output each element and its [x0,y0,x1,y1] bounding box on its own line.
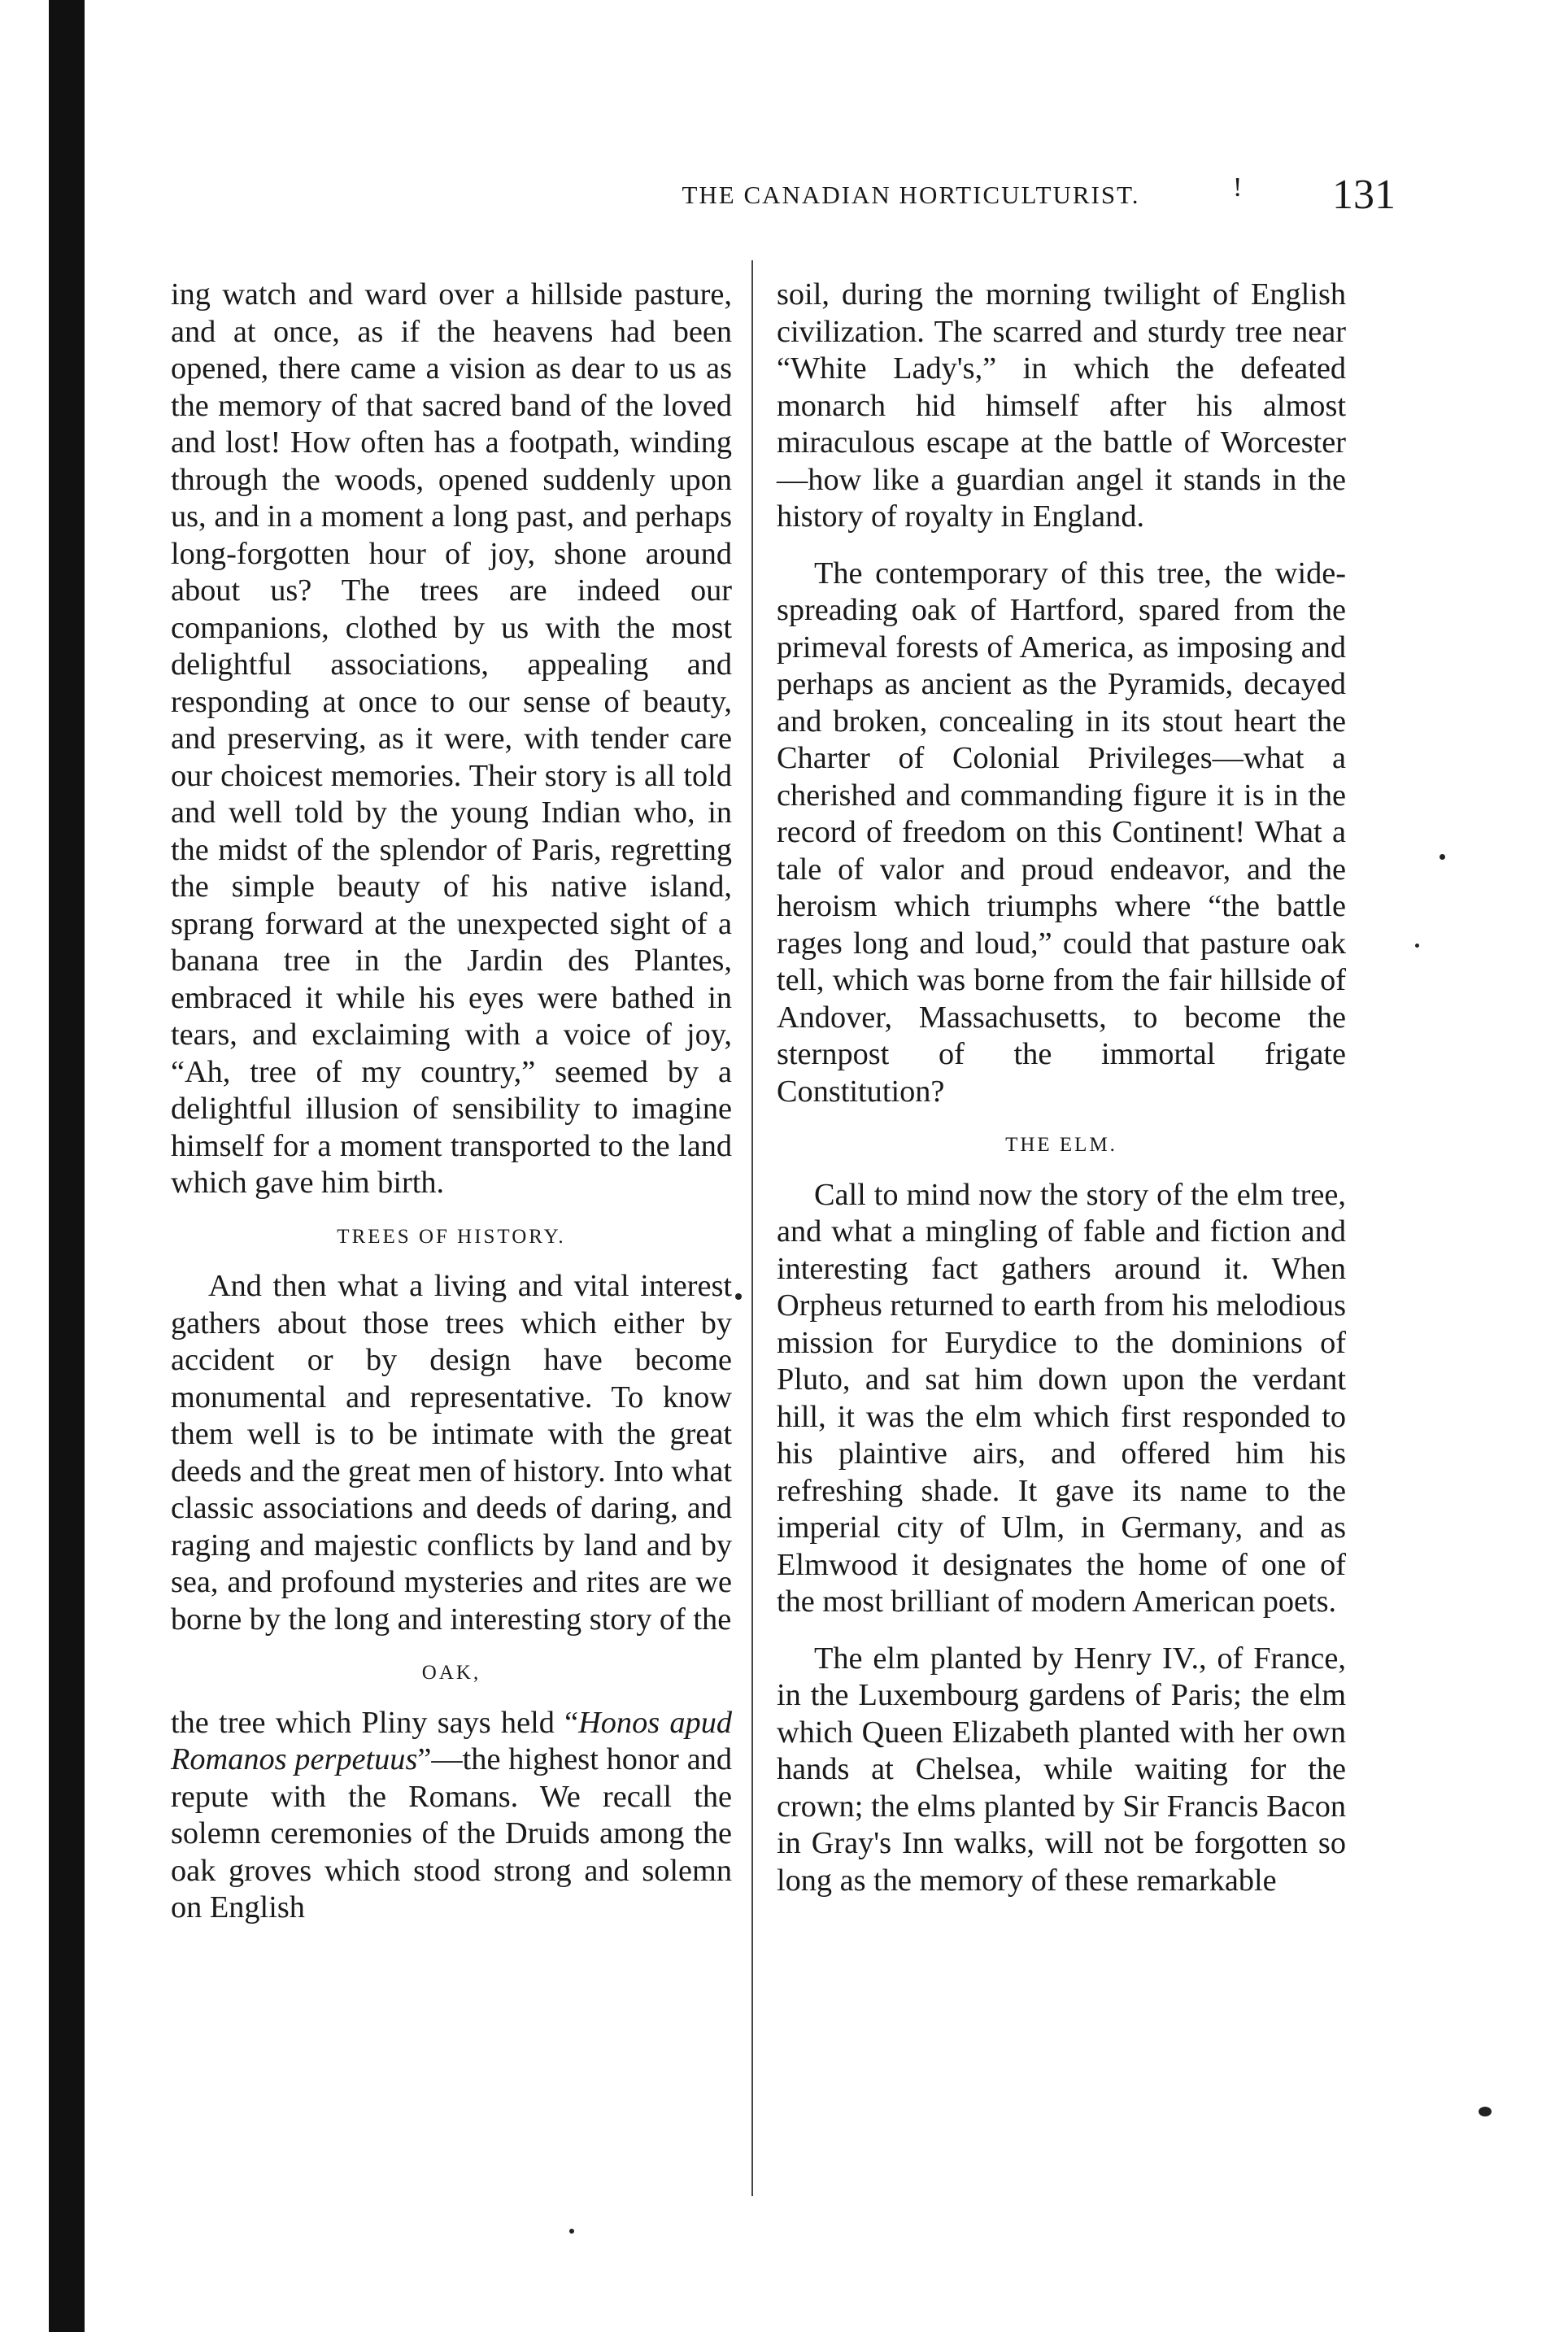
latin-phrase: Honos apud Romanos perpetuus [171,1705,732,1776]
page-number: 131 [1332,172,1396,218]
ink-speck [735,1293,742,1300]
heading-trees-of-history: TREES OF HISTORY. [337,1225,566,1248]
paragraph-companions: ing watch and ward over a hillside pasture, and at once, as if the heavens had been opened, there came a vision as dear to us as the memory of that sacred band of the loved and lost! How often has a footpath, winding through the woods, opened suddenly upon us, and in a moment a long past, and perhaps long-forgotten hour of joy, shone around about us? The trees are indeed our companions, clothed by us with the most delightful associations, appealing and responding at once to our sense of beauty, and preserving, as it were, with tender care our choicest memories. Their story is all told and well told by the young Indian who, in the midst of the splendor of Paris, regretting the simple beauty of his native island, sprang forward at the unexpected sight of a banana tree in the Jardin des Plantes, embraced it while his eyes were bathed in tears, and exclaiming with a voice of joy, “Ah, tree of my country,” seemed by a delightful illusion of sensibility to imagine himself for a moment transported to the land which gave him birth. [171,277,732,1200]
paragraph-monumental-trees: And then what a living and vital interest gathers about those trees which either by accident or by design have become monumental and representative. To know them well is to be intimate with the great deeds and the great men of history. Into what classic associations and deeds of daring, and raging and majestic conflicts by land and by sea, and profound mysteries and rites are we borne by the long and interesting story of the [171,1269,732,1637]
oak-text-pre: the tree which Pliny says held “ [171,1705,579,1740]
running-title: THE CANADIAN HORTICULTURIST. [682,181,1140,209]
header-tick-mark: ! [1233,172,1243,203]
right-column [777,277,1346,1899]
ink-speck [1440,854,1445,860]
paragraph-hartford-oak: The contemporary of this tree, the wide-spreading oak of Hartford, spared from the primeval forests of America, as imposing and perhaps as ancient as the Pyramids, decayed and broken, concealing in its stout heart the Charter of Colonial Privileges—what a cherished and commanding figure it is in the record of freedom on this Continent! What a tale of valor and proud endeavor, and the heroism which triumphs where “the battle rages long and loud,” could that pasture oak tell, which was borne from the fair hillside of Andover, Massachusetts, to become the sternpost of the immortal frigate Constitution? [777,556,1346,1109]
paragraph-oak [171,1705,732,1927]
paragraph-elm-plantings: The elm planted by Henry IV., of France, in the Luxembourg gardens of Paris; the elm which Queen Elizabeth planted with her own hands at Chelsea, while waiting for the crown; the elms planted by Sir Francis Bacon in Gray's Inn walks, will not be forgotten so long as the memory of these remarkable [777,1641,1346,1898]
column-divider [751,260,753,2196]
heading-oak: OAK, [421,1662,481,1684]
ink-speck [569,2229,574,2234]
left-column [171,277,732,1927]
paragraph-elm: Call to mind now the story of the elm tree, and what a mingling of fable and fiction and interesting fact gathers around it. When Orpheus returned to earth from his melodious mission for Eurydice to the dominions of Pluto, and sat him down upon the verdant hill, it was the elm which first responded to his plaintive airs, and offered him his refreshing shade. It gave its name to the imperial city of Ulm, in Germany, and as Elmwood it designates the home of one of the most brilliant of modern American poets. [777,1177,1346,1619]
binding-edge [49,0,85,2332]
ink-speck [1415,944,1419,948]
oak-text-post: ”—the highest honor and repute with the Romans. We recall the solemn ceremonies of the Druids among the oak groves which stood strong and solemn on English [171,1742,732,1924]
ink-speck [1479,2107,1492,2116]
paragraph-white-ladys: soil, during the morning twilight of English civilization. The scarred and sturdy tree near “White Lady's,” in which the defeated monarch hid himself after his almost miraculous escape at the battle of Worcester—how like a guardian angel it stands in the history of royalty in England. [777,277,1346,534]
heading-elm: THE ELM. [1005,1134,1117,1156]
